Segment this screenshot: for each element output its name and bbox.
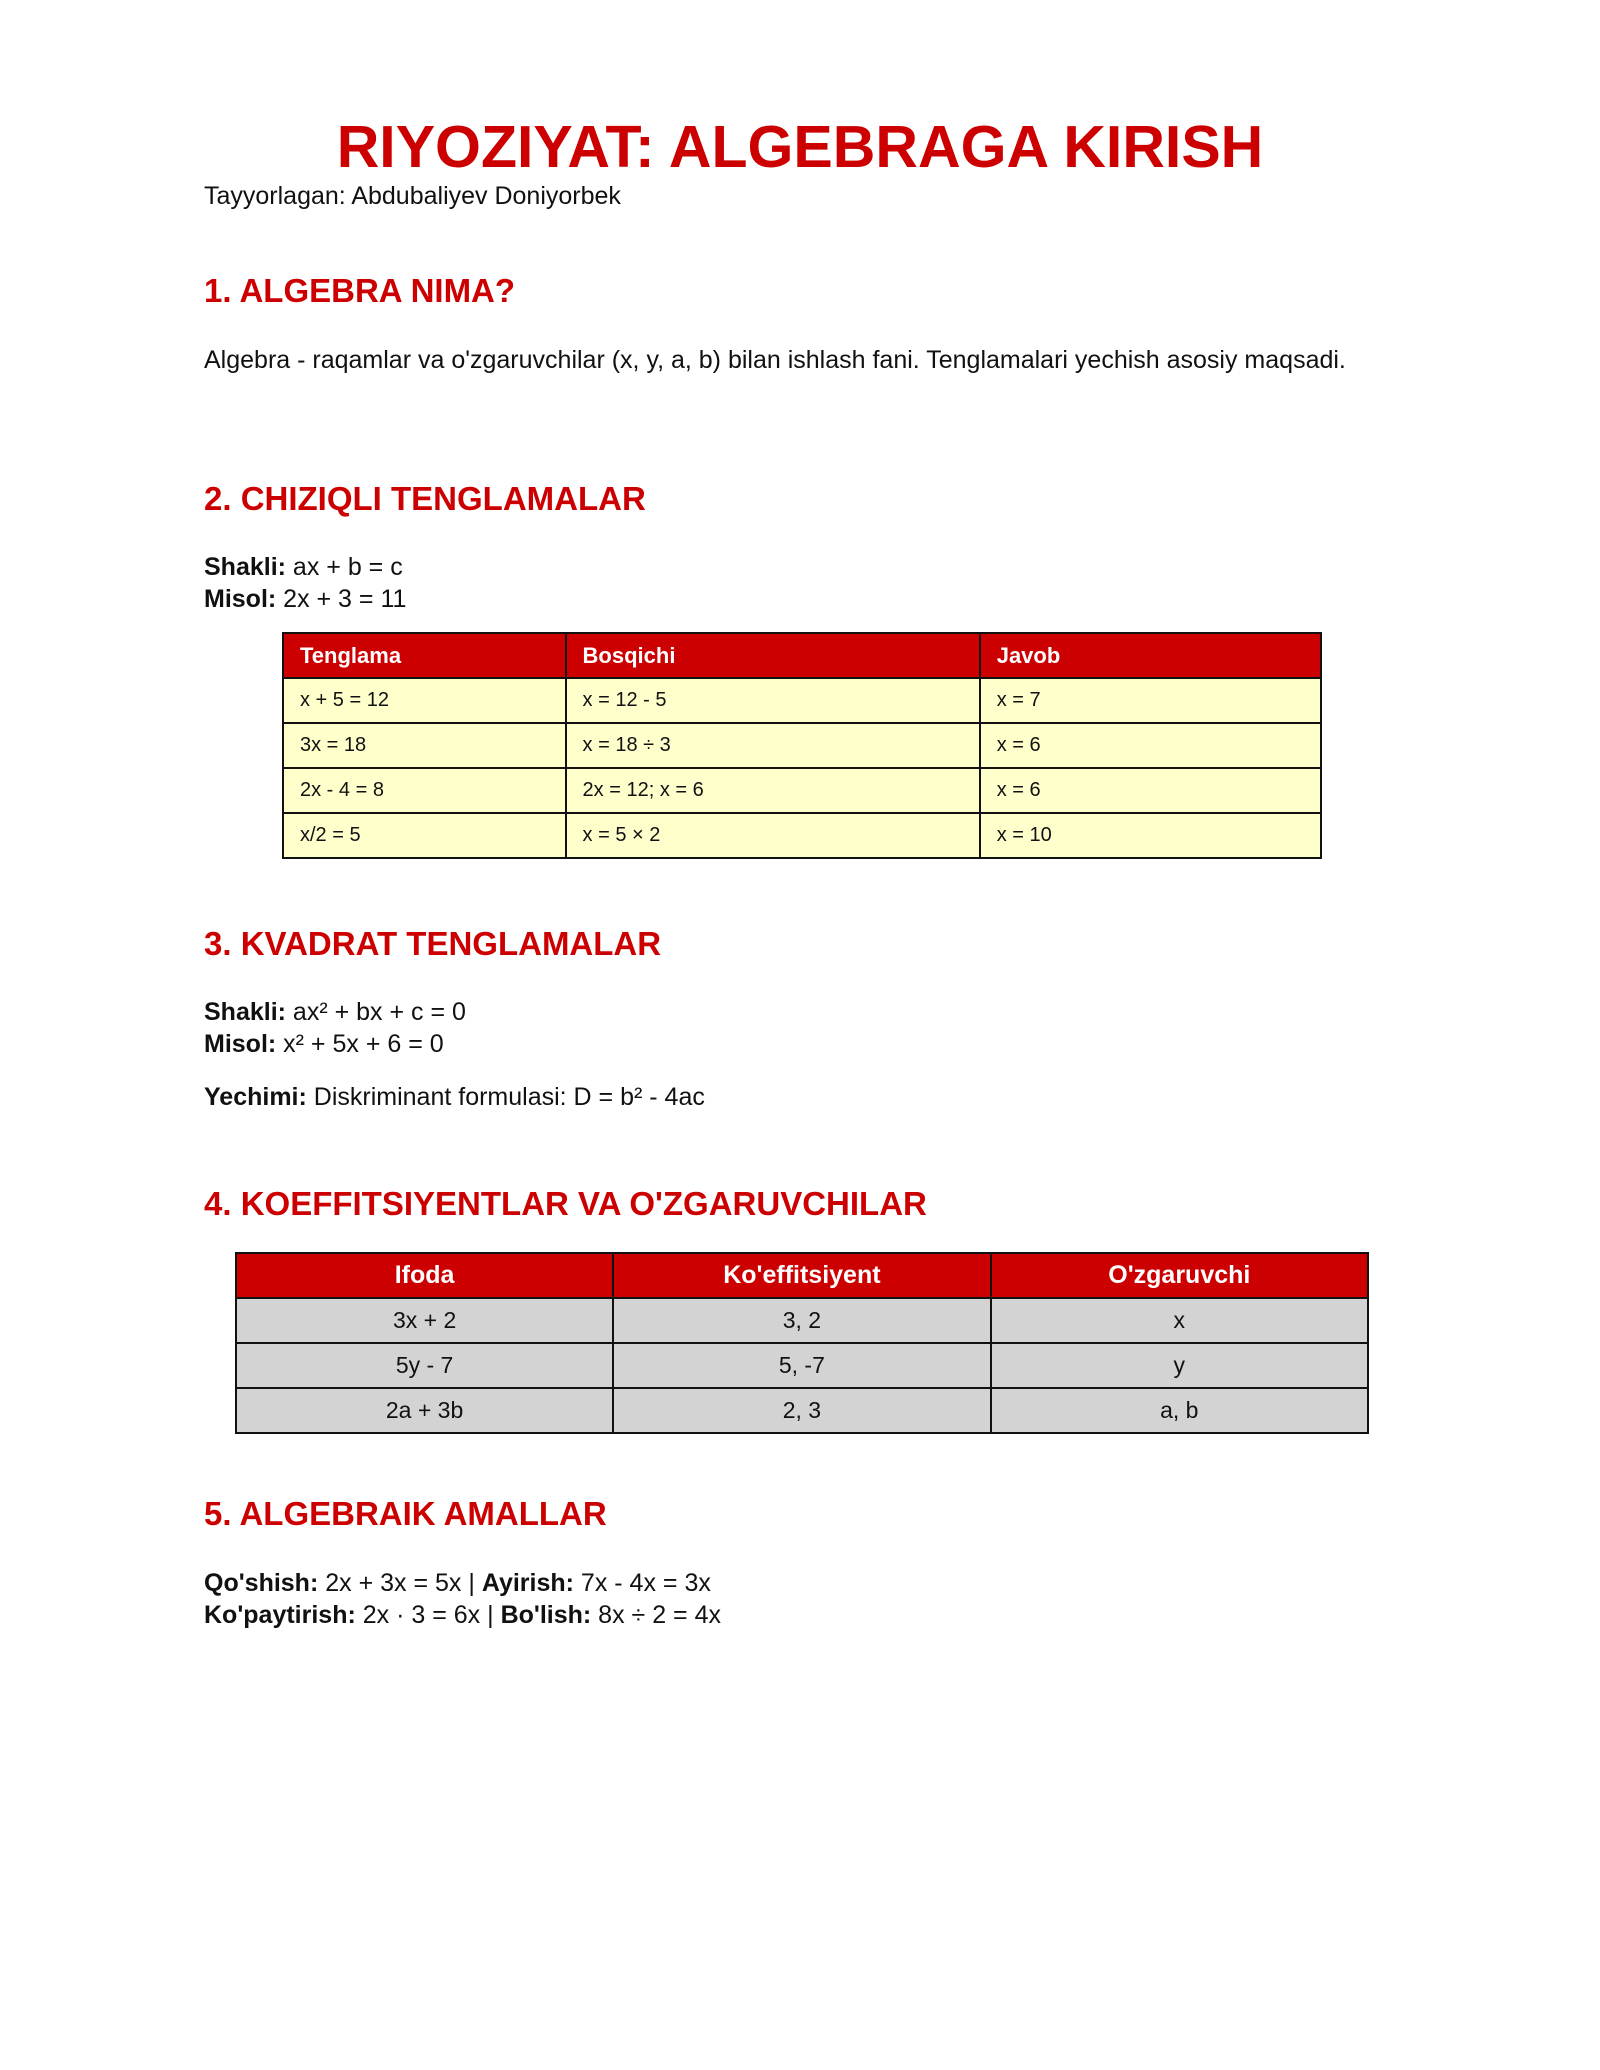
table-cell: 3x = 18 [283, 723, 566, 768]
section-1-text: Algebra - raqamlar va o'zgaruvchilar (x, y, a, b) bilan ishlash fani. Tenglamalari yechish asosiy maqsadi. [204, 346, 1346, 374]
table-cell: 2x - 4 = 8 [283, 768, 566, 813]
section-3-heading: 3. KVADRAT TENGLAMALAR [204, 925, 662, 962]
operations-line-1 [204, 1567, 711, 1599]
linear-example-value: 2x + 3 = 11 [276, 585, 407, 613]
document-author: Tayyorlagan: Abdubaliyev Doniyorbek [204, 182, 621, 210]
table-cell: x = 6 [980, 768, 1321, 813]
quadratic-example-label: Misol: [204, 1030, 277, 1058]
section-4-heading: 4. KOEFFITSIYENTLAR VA O'ZGARUVCHILAR [204, 1185, 927, 1222]
table-cell: 3, 2 [613, 1298, 990, 1343]
document-title: RIYOZIYAT: ALGEBRAGA KIRISH [336, 114, 1264, 180]
quadratic-form-value: ax² + bx + c = 0 [285, 998, 466, 1026]
table-cell: x [991, 1298, 1368, 1343]
table-cell: 2x = 12; x = 6 [566, 768, 980, 813]
linear-example-label: Misol: [204, 585, 277, 613]
section-5-heading: 5. ALGEBRAIK AMALLAR [204, 1495, 607, 1532]
section-1-heading: 1. ALGEBRA NIMA? [204, 272, 516, 309]
table-header-cell: Tenglama [283, 633, 566, 678]
table-cell: 2a + 3b [236, 1388, 613, 1433]
division-label: Bo'lish: [500, 1601, 592, 1629]
table-cell: y [991, 1343, 1368, 1388]
table-header-cell: O'zgaruvchi [991, 1253, 1368, 1298]
quadratic-example-line [204, 1028, 444, 1060]
table-cell: x = 5 × 2 [566, 813, 980, 858]
multiplication-value: 2x · 3 = 6x | [355, 1601, 501, 1629]
table-header-cell: Ifoda [236, 1253, 613, 1298]
operations-line-2 [204, 1599, 721, 1631]
table-cell: 3x + 2 [236, 1298, 613, 1343]
table-header-cell: Javob [980, 633, 1321, 678]
table-cell: x = 10 [980, 813, 1321, 858]
quadratic-form-label: Shakli: [204, 998, 286, 1026]
table-cell: x = 7 [980, 678, 1321, 723]
subtraction-value: 7x - 4x = 3x [573, 1569, 711, 1597]
table-cell: x = 18 ÷ 3 [566, 723, 980, 768]
table-cell: x = 12 - 5 [566, 678, 980, 723]
multiplication-label: Ko'paytirish: [204, 1601, 356, 1629]
table-row [236, 1388, 1368, 1433]
table-cell: 2, 3 [613, 1388, 990, 1433]
linear-example-line [204, 583, 406, 615]
table-row [236, 1343, 1368, 1388]
table-header-cell: Ko'effitsiyent [613, 1253, 990, 1298]
table-cell: 5y - 7 [236, 1343, 613, 1388]
quadratic-solution-label: Yechimi: [204, 1083, 307, 1111]
table-header-row [236, 1253, 1368, 1298]
quadratic-solution-line [204, 1081, 705, 1113]
linear-equations-table [282, 632, 1322, 859]
quadratic-example-value: x² + 5x + 6 = 0 [276, 1030, 444, 1058]
table-row [283, 678, 1321, 723]
table-row [236, 1298, 1368, 1343]
table-row [283, 768, 1321, 813]
linear-form-label: Shakli: [204, 553, 286, 581]
linear-form-line [204, 551, 403, 583]
table-row [283, 813, 1321, 858]
linear-form-value: ax + b = c [285, 553, 403, 581]
table-row [283, 723, 1321, 768]
quadratic-form-line [204, 996, 466, 1028]
table-cell: x = 6 [980, 723, 1321, 768]
coefficients-table [235, 1252, 1369, 1434]
table-cell: a, b [991, 1388, 1368, 1433]
division-value: 8x ÷ 2 = 4x [591, 1601, 721, 1629]
subtraction-label: Ayirish: [481, 1569, 574, 1597]
table-cell: 5, -7 [613, 1343, 990, 1388]
section-2-heading: 2. CHIZIQLI TENGLAMALAR [204, 480, 646, 517]
table-cell: x/2 = 5 [283, 813, 566, 858]
table-header-cell: Bosqichi [566, 633, 980, 678]
addition-value: 2x + 3x = 5x | [318, 1569, 482, 1597]
table-cell: x + 5 = 12 [283, 678, 566, 723]
quadratic-solution-value: Diskriminant formulasi: D = b² - 4ac [306, 1083, 705, 1111]
table-header-row [283, 633, 1321, 678]
addition-label: Qo'shish: [204, 1569, 319, 1597]
